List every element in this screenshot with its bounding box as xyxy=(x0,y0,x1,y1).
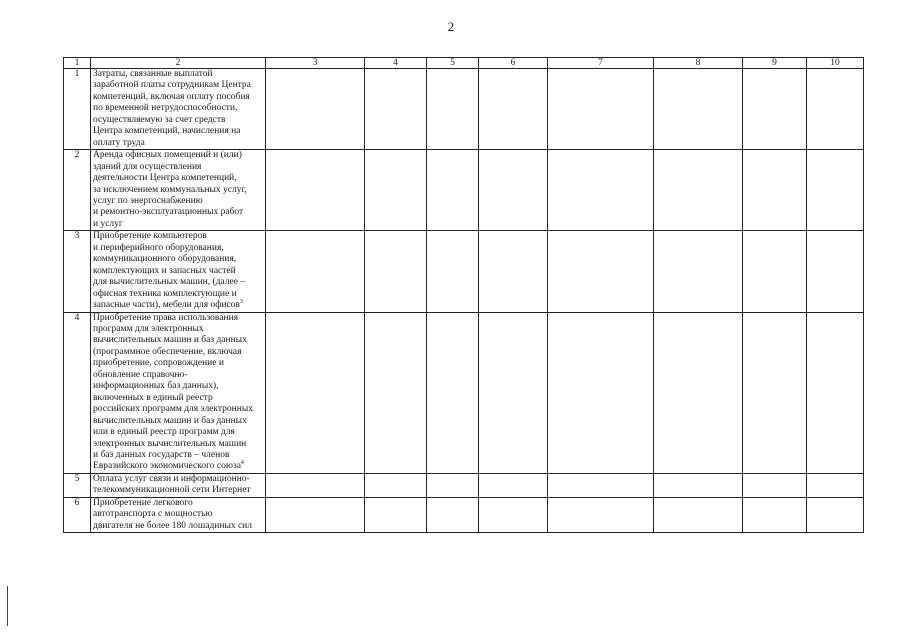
column-header: 4 xyxy=(365,58,427,69)
expense-description-text: Приобретение легкового автотранспорта с мощностью двигателя не более 180 лошадиных сил xyxy=(93,497,253,531)
expense-description-text: Аренда офисных помещений и (или) зданий для осуществления деятельности Центра компетенций, за исключением коммунальных услуг, услуг по энергоснабжению и ремонтно-эксплуатационных работ и услуг xyxy=(93,150,247,229)
empty-cell xyxy=(427,312,479,473)
footnote-marker: 4 xyxy=(240,460,244,467)
column-header: 1 xyxy=(64,58,91,69)
empty-cell xyxy=(427,231,479,312)
empty-cell xyxy=(807,497,864,532)
footnote-marker: 3 xyxy=(239,298,243,305)
empty-cell xyxy=(479,473,548,497)
empty-cell xyxy=(807,473,864,497)
table-row xyxy=(64,473,864,497)
empty-cell xyxy=(548,312,654,473)
empty-cell xyxy=(654,497,743,532)
expense-description-text: Приобретение права использования программ для электронных вычислительных машин и баз данных (программное обеспечение, включая приобретение, сопровождение и обновление справочно- информационных баз данных), включенных в единый реестр российских программ для электронных вычислительных машин и баз данных или в единый реестр программ для электронных вычислительных машин и баз данных государств – членов Евразийского экономического союза xyxy=(93,312,253,472)
expense-table xyxy=(63,57,864,533)
empty-cell xyxy=(365,231,427,312)
column-header: 6 xyxy=(479,58,548,69)
table-row xyxy=(64,150,864,231)
empty-cell xyxy=(365,150,427,231)
empty-cell xyxy=(479,312,548,473)
row-number: 4 xyxy=(64,312,91,473)
column-header-row xyxy=(64,58,864,69)
row-number: 6 xyxy=(64,497,91,532)
empty-cell xyxy=(548,69,654,150)
empty-cell xyxy=(266,150,365,231)
empty-cell xyxy=(654,231,743,312)
empty-cell xyxy=(743,497,807,532)
page-number: 2 xyxy=(447,19,455,34)
empty-cell xyxy=(479,497,548,532)
empty-cell xyxy=(743,150,807,231)
empty-cell xyxy=(479,231,548,312)
column-header: 9 xyxy=(743,58,807,69)
expense-description-text: Оплата услуг связи и информационно- телекоммуникационной сети Интернет xyxy=(93,473,251,496)
column-header: 10 xyxy=(807,58,864,69)
expense-description xyxy=(91,497,266,532)
empty-cell xyxy=(807,150,864,231)
expense-description xyxy=(91,69,266,150)
empty-cell xyxy=(807,231,864,312)
margin-mark xyxy=(7,586,8,626)
empty-cell xyxy=(427,69,479,150)
column-header: 2 xyxy=(91,58,266,69)
empty-cell xyxy=(807,69,864,150)
empty-cell xyxy=(479,69,548,150)
expense-description xyxy=(91,231,266,312)
empty-cell xyxy=(548,497,654,532)
empty-cell xyxy=(743,312,807,473)
empty-cell xyxy=(365,497,427,532)
empty-cell xyxy=(743,231,807,312)
expense-description xyxy=(91,312,266,473)
empty-cell xyxy=(266,69,365,150)
empty-cell xyxy=(266,312,365,473)
empty-cell xyxy=(548,231,654,312)
table-row xyxy=(64,231,864,312)
expense-description xyxy=(91,473,266,497)
empty-cell xyxy=(266,231,365,312)
empty-cell xyxy=(807,312,864,473)
row-number: 3 xyxy=(64,231,91,312)
empty-cell xyxy=(427,473,479,497)
column-header: 8 xyxy=(654,58,743,69)
empty-cell xyxy=(548,473,654,497)
empty-cell xyxy=(365,312,427,473)
empty-cell xyxy=(654,69,743,150)
column-header: 3 xyxy=(266,58,365,69)
empty-cell xyxy=(548,150,654,231)
expense-description-text: Затраты, связанные выплатой заработной платы сотрудникам Центра компетенций, включая оплату пособия по временной нетрудоспособности, осуществляемую за счет средств Центра компетенций, начисления на оплату труда xyxy=(93,69,251,148)
empty-cell xyxy=(427,497,479,532)
row-number: 5 xyxy=(64,473,91,497)
empty-cell xyxy=(654,473,743,497)
empty-cell xyxy=(365,473,427,497)
empty-cell xyxy=(654,312,743,473)
table-row xyxy=(64,497,864,532)
row-number: 2 xyxy=(64,150,91,231)
column-header: 5 xyxy=(427,58,479,69)
empty-cell xyxy=(266,473,365,497)
expense-description-text: Приобретение компьютеров и периферийного оборудования, коммуникационного оборудования, комплектующих и запасных частей для вычислительных машин, (далее – офисная техника комплектующие и запасные части), мебели для офисов xyxy=(93,231,246,311)
empty-cell xyxy=(743,473,807,497)
column-header: 7 xyxy=(548,58,654,69)
expense-description xyxy=(91,150,266,231)
table-row xyxy=(64,312,864,473)
empty-cell xyxy=(427,150,479,231)
empty-cell xyxy=(743,69,807,150)
row-number: 1 xyxy=(64,69,91,150)
empty-cell xyxy=(365,69,427,150)
table-row xyxy=(64,69,864,150)
empty-cell xyxy=(266,497,365,532)
empty-cell xyxy=(654,150,743,231)
empty-cell xyxy=(479,150,548,231)
